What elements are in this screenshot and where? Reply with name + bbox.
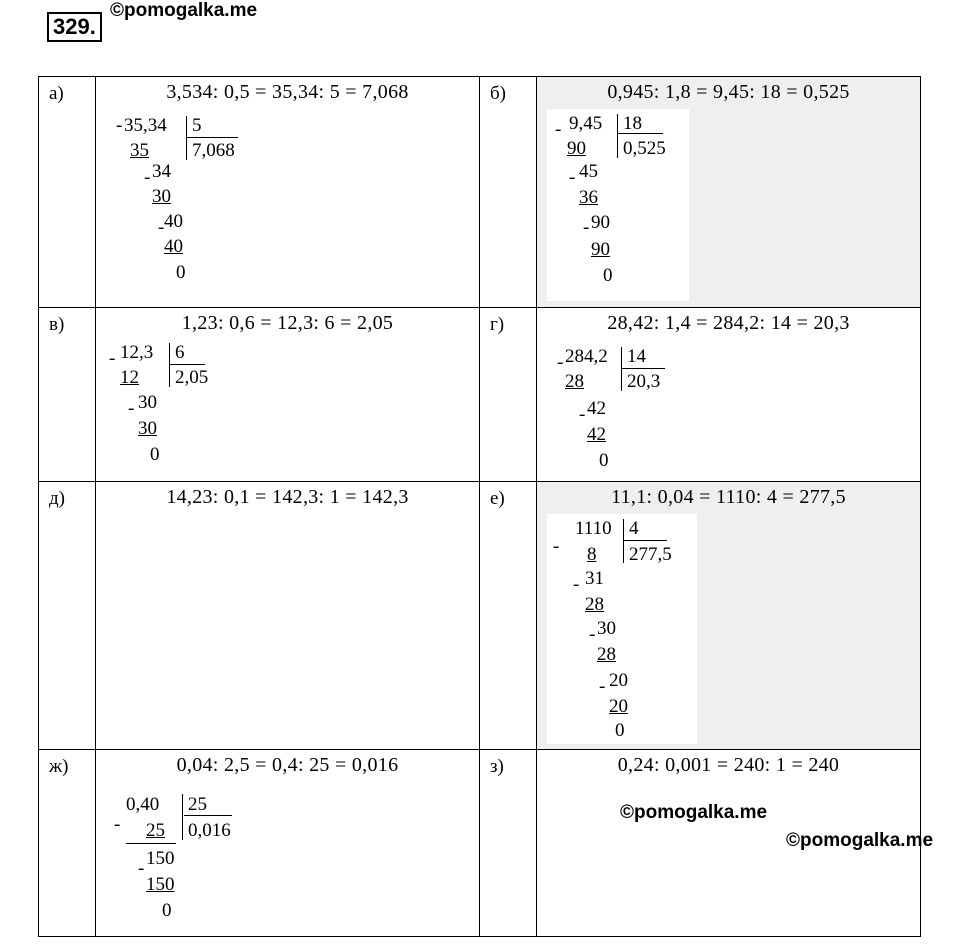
divisor-b: 18 xyxy=(623,113,642,134)
step-v-3: 30 xyxy=(138,418,157,439)
step-a-5: 40 xyxy=(164,236,183,257)
cell-a xyxy=(96,77,480,308)
minus-sign: - xyxy=(116,115,123,136)
label-b: б) xyxy=(490,83,506,104)
minus-sign: - xyxy=(557,352,564,373)
dividend-a: 35,34 xyxy=(124,115,167,136)
minus-sign: - xyxy=(579,404,586,425)
division-bar xyxy=(617,114,618,158)
step-a-3: 30 xyxy=(152,186,171,207)
step-b-2: 45 xyxy=(579,161,598,182)
problem-number: 329. xyxy=(47,12,102,42)
label-g: г) xyxy=(490,314,505,335)
long-division-g xyxy=(557,344,707,476)
step-g-4: 0 xyxy=(599,450,609,471)
dividend-e: 1110 xyxy=(575,518,612,539)
step-e-7: 20 xyxy=(609,696,628,717)
long-division-zh xyxy=(106,782,254,930)
equation-g: 28,42: 1,4 = 284,2: 14 = 20,3 xyxy=(607,312,850,334)
step-e-1: 8 xyxy=(587,544,597,565)
dividend-g: 284,2 xyxy=(565,346,608,367)
quotient-g: 20,3 xyxy=(627,371,661,392)
long-division-a xyxy=(116,113,256,293)
minus-sign: - xyxy=(109,348,116,369)
cell-v xyxy=(96,308,480,482)
step-zh-3: 150 xyxy=(146,874,175,895)
step-b-4: 90 xyxy=(591,212,610,233)
label-e: е) xyxy=(490,488,505,509)
divisor-g: 14 xyxy=(627,346,646,367)
division-bar xyxy=(621,347,622,391)
step-e-5: 28 xyxy=(597,644,616,665)
label-cell-zh xyxy=(39,750,96,937)
cell-b xyxy=(537,77,921,308)
label-cell-z xyxy=(480,750,537,937)
step-e-6: 20 xyxy=(609,670,628,691)
division-bar xyxy=(623,519,624,563)
step-v-4: 0 xyxy=(150,444,160,465)
dividend-b: 9,45 xyxy=(569,113,603,134)
quotient-v: 2,05 xyxy=(175,367,209,388)
divisor-zh: 25 xyxy=(188,794,207,815)
label-z: з) xyxy=(490,756,504,777)
step-zh-2: 150 xyxy=(146,848,175,869)
step-e-8: 0 xyxy=(615,720,625,741)
divisor-a: 5 xyxy=(192,115,202,136)
dividend-v: 12,3 xyxy=(120,342,154,363)
quotient-b: 0,525 xyxy=(623,138,666,159)
step-a-2: 34 xyxy=(152,161,171,182)
watermark-top: ©pomogalka.me xyxy=(110,0,258,21)
subtraction-line xyxy=(126,843,176,844)
minus-sign: - xyxy=(128,398,135,419)
step-a-1: 35 xyxy=(130,140,149,161)
equation-zh: 0,04: 2,5 = 0,4: 25 = 0,016 xyxy=(176,754,399,776)
minus-sign: - xyxy=(553,536,560,557)
minus-sign: - xyxy=(589,624,596,645)
exercise-table xyxy=(38,76,921,937)
step-zh-4: 0 xyxy=(162,900,172,921)
label-zh: ж) xyxy=(49,756,69,777)
step-b-5: 90 xyxy=(591,239,610,260)
quotient-zh: 0,016 xyxy=(188,820,231,841)
step-b-3: 36 xyxy=(579,187,598,208)
step-v-2: 30 xyxy=(138,392,157,413)
label-cell-a xyxy=(39,77,96,308)
step-g-3: 42 xyxy=(587,424,606,445)
cell-d xyxy=(96,482,480,750)
step-g-2: 42 xyxy=(587,398,606,419)
step-a-4: 40 xyxy=(164,211,183,232)
step-zh-1: 25 xyxy=(146,820,165,841)
quotient-a: 7,068 xyxy=(192,140,235,161)
label-cell-d xyxy=(39,482,96,750)
step-b-6: 0 xyxy=(603,265,613,286)
minus-sign: - xyxy=(138,858,145,879)
step-e-3: 28 xyxy=(585,594,604,615)
equation-d: 14,23: 0,1 = 142,3: 1 = 142,3 xyxy=(166,486,409,508)
long-division-v xyxy=(106,340,228,472)
equation-z: 0,24: 0,001 = 240: 1 = 240 xyxy=(617,754,840,776)
step-a-6: 0 xyxy=(176,262,186,283)
equation-a: 3,534: 0,5 = 35,34: 5 = 7,068 xyxy=(166,81,409,103)
division-bar xyxy=(169,343,170,387)
long-division-b xyxy=(547,109,689,301)
watermark-middle: ©pomogalka.me xyxy=(620,802,768,823)
equation-e: 11,1: 0,04 = 1110: 4 = 277,5 xyxy=(611,486,846,508)
divisor-v: 6 xyxy=(175,342,185,363)
minus-sign: - xyxy=(573,574,580,595)
label-cell-g xyxy=(480,308,537,482)
cell-zh xyxy=(96,750,480,937)
label-d: д) xyxy=(49,488,65,509)
label-v: в) xyxy=(49,314,65,335)
label-a: а) xyxy=(49,83,64,104)
division-bar xyxy=(182,794,183,840)
minus-sign: - xyxy=(583,217,590,238)
divisor-e: 4 xyxy=(629,518,639,539)
label-cell-b xyxy=(480,77,537,308)
equation-v: 1,23: 0,6 = 12,3: 6 = 2,05 xyxy=(181,312,394,334)
minus-sign: - xyxy=(569,167,576,188)
step-v-1: 12 xyxy=(120,367,139,388)
division-bar xyxy=(186,116,187,160)
step-e-4: 30 xyxy=(597,618,616,639)
watermark-bottom: ©pomogalka.me xyxy=(786,830,934,851)
cell-e xyxy=(537,482,921,750)
minus-sign: - xyxy=(555,119,562,140)
quotient-e: 277,5 xyxy=(629,544,672,565)
cell-g xyxy=(537,308,921,482)
step-g-1: 28 xyxy=(565,371,584,392)
label-cell-e xyxy=(480,482,537,750)
step-b-1: 90 xyxy=(567,138,586,159)
step-e-2: 31 xyxy=(585,568,604,589)
dividend-zh: 0,40 xyxy=(126,794,160,815)
long-division-e xyxy=(547,514,697,744)
minus-sign: - xyxy=(158,217,165,238)
minus-sign: - xyxy=(144,167,151,188)
equation-b: 0,945: 1,8 = 9,45: 18 = 0,525 xyxy=(607,81,850,103)
label-cell-v xyxy=(39,308,96,482)
minus-sign: - xyxy=(599,676,606,697)
cell-z xyxy=(537,750,921,937)
minus-sign: - xyxy=(114,814,121,835)
